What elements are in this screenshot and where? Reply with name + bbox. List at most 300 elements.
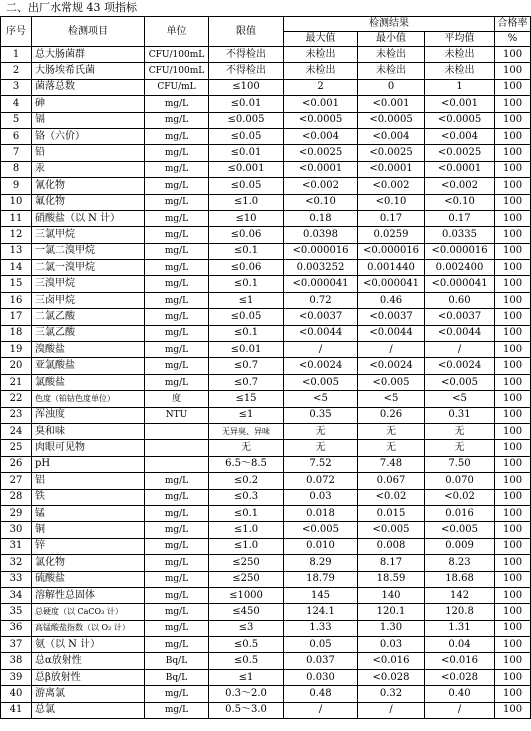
cell-limit: ≤0.05	[209, 128, 284, 144]
cell-pass-rate: 100	[495, 276, 531, 292]
cell-seq: 20	[1, 358, 32, 374]
cell-unit: mg/L	[145, 702, 209, 718]
cell-seq: 23	[1, 407, 32, 423]
header-pass-rate: 合格率	[495, 17, 531, 32]
cell-seq: 39	[1, 669, 32, 685]
table-row	[1, 571, 531, 587]
cell-item: 氯化物	[32, 555, 145, 571]
cell-avg: <0.10	[425, 194, 495, 210]
cell-seq: 41	[1, 702, 32, 718]
cell-avg: <5	[425, 391, 495, 407]
cell-seq: 27	[1, 473, 32, 489]
table-row	[1, 325, 531, 341]
cell-seq: 30	[1, 522, 32, 538]
cell-max: <0.000016	[284, 243, 358, 259]
cell-seq: 29	[1, 505, 32, 521]
cell-avg: 142	[425, 587, 495, 603]
cell-min: <0.0044	[358, 325, 425, 341]
cell-limit: ≤0.1	[209, 243, 284, 259]
table-row	[1, 178, 531, 194]
cell-max: 0.35	[284, 407, 358, 423]
cell-max: 0.030	[284, 669, 358, 685]
cell-unit: mg/L	[145, 686, 209, 702]
cell-pass-rate: 100	[495, 571, 531, 587]
cell-item: 铝	[32, 473, 145, 489]
cell-seq: 17	[1, 309, 32, 325]
cell-unit: mg/L	[145, 620, 209, 636]
cell-min: 0.17	[358, 210, 425, 226]
table-row	[1, 587, 531, 603]
cell-unit: mg/L	[145, 555, 209, 571]
cell-limit: ≤0.001	[209, 161, 284, 177]
cell-seq: 1	[1, 47, 32, 63]
cell-avg: <0.02	[425, 489, 495, 505]
table-row	[1, 227, 531, 243]
cell-item: 二氯乙酸	[32, 309, 145, 325]
cell-max: 0.010	[284, 538, 358, 554]
cell-min: <0.005	[358, 522, 425, 538]
cell-item: 总β放射性	[32, 669, 145, 685]
cell-pass-rate: 100	[495, 604, 531, 620]
cell-item: 氨（以 N 计）	[32, 637, 145, 653]
cell-avg: 0.070	[425, 473, 495, 489]
cell-limit: ≤0.5	[209, 637, 284, 653]
cell-min: 18.59	[358, 571, 425, 587]
cell-item: 大肠埃希氏菌	[32, 63, 145, 79]
cell-min: <0.0037	[358, 309, 425, 325]
cell-min: 0.001440	[358, 260, 425, 276]
cell-pass-rate: 100	[495, 374, 531, 390]
cell-avg: 18.68	[425, 571, 495, 587]
cell-pass-rate: 100	[495, 194, 531, 210]
cell-limit: ≤1.0	[209, 538, 284, 554]
cell-avg: 0.009	[425, 538, 495, 554]
cell-avg: 未检出	[425, 47, 495, 63]
cell-avg: <0.000041	[425, 276, 495, 292]
table-row	[1, 620, 531, 636]
cell-seq: 6	[1, 128, 32, 144]
cell-pass-rate: 100	[495, 309, 531, 325]
table-row	[1, 96, 531, 112]
cell-avg: 未检出	[425, 63, 495, 79]
cell-pass-rate: 100	[495, 653, 531, 669]
cell-avg: <0.028	[425, 669, 495, 685]
cell-min: <0.016	[358, 653, 425, 669]
cell-max: <0.0037	[284, 309, 358, 325]
cell-limit: ≤0.3	[209, 489, 284, 505]
cell-min: <0.001	[358, 96, 425, 112]
cell-limit: 无	[209, 440, 284, 456]
header-avg: 平均值	[425, 32, 495, 47]
table-row	[1, 276, 531, 292]
cell-limit: ≤0.01	[209, 145, 284, 161]
cell-max: 0.72	[284, 292, 358, 308]
cell-max: 2	[284, 79, 358, 95]
table-row	[1, 63, 531, 79]
cell-max: <0.0005	[284, 112, 358, 128]
cell-seq: 36	[1, 620, 32, 636]
cell-avg: <0.0037	[425, 309, 495, 325]
cell-limit: 不得检出	[209, 47, 284, 63]
cell-unit: mg/L	[145, 587, 209, 603]
cell-avg: 8.23	[425, 555, 495, 571]
cell-min: 未检出	[358, 47, 425, 63]
table-row	[1, 79, 531, 95]
cell-min: <0.004	[358, 128, 425, 144]
cell-max: <0.002	[284, 178, 358, 194]
cell-limit: ≤0.05	[209, 178, 284, 194]
cell-limit: ≤0.06	[209, 227, 284, 243]
cell-avg: 无	[425, 423, 495, 439]
cell-min: 140	[358, 587, 425, 603]
cell-item: 菌落总数	[32, 79, 145, 95]
cell-seq: 34	[1, 587, 32, 603]
cell-limit: ≤0.06	[209, 260, 284, 276]
cell-item: 游离氯	[32, 686, 145, 702]
cell-unit: mg/L	[145, 473, 209, 489]
cell-max: 0.072	[284, 473, 358, 489]
cell-limit: ≤1	[209, 407, 284, 423]
cell-item: 高锰酸盐指数（以 O₂ 计）	[32, 620, 145, 636]
table-row	[1, 669, 531, 685]
header-unit: 单位	[145, 17, 209, 47]
cell-item: 溶解性总固体	[32, 587, 145, 603]
table-row	[1, 112, 531, 128]
table-row	[1, 243, 531, 259]
table-row	[1, 538, 531, 554]
cell-item: 铜	[32, 522, 145, 538]
cell-item: 总α放射性	[32, 653, 145, 669]
cell-item: 硝酸盐（以 N 计）	[32, 210, 145, 226]
cell-avg: 1.31	[425, 620, 495, 636]
cell-pass-rate: 100	[495, 260, 531, 276]
cell-pass-rate: 100	[495, 669, 531, 685]
cell-min: <0.02	[358, 489, 425, 505]
table-row	[1, 47, 531, 63]
cell-min: <0.028	[358, 669, 425, 685]
table-row	[1, 210, 531, 226]
cell-unit: mg/L	[145, 342, 209, 358]
cell-unit: 度	[145, 391, 209, 407]
cell-seq: 37	[1, 637, 32, 653]
table-row	[1, 702, 531, 718]
cell-max: 8.29	[284, 555, 358, 571]
cell-min: <0.000041	[358, 276, 425, 292]
cell-min: <0.0005	[358, 112, 425, 128]
cell-max: <0.004	[284, 128, 358, 144]
cell-seq: 35	[1, 604, 32, 620]
cell-pass-rate: 100	[495, 391, 531, 407]
cell-unit	[145, 423, 209, 439]
cell-item: 三氯乙酸	[32, 325, 145, 341]
cell-limit: ≤15	[209, 391, 284, 407]
cell-min: /	[358, 342, 425, 358]
cell-item: 铁	[32, 489, 145, 505]
table-row	[1, 391, 531, 407]
cell-avg: 0.60	[425, 292, 495, 308]
cell-item: 氰化物	[32, 178, 145, 194]
cell-max: <0.001	[284, 96, 358, 112]
cell-item: 一氯二溴甲烷	[32, 243, 145, 259]
cell-pass-rate: 100	[495, 522, 531, 538]
table-row	[1, 407, 531, 423]
cell-pass-rate: 100	[495, 440, 531, 456]
cell-limit: ≤0.05	[209, 309, 284, 325]
cell-avg: <0.001	[425, 96, 495, 112]
cell-limit: ≤3	[209, 620, 284, 636]
cell-limit: ≤0.5	[209, 653, 284, 669]
cell-avg: /	[425, 702, 495, 718]
table-row	[1, 128, 531, 144]
cell-avg: <0.0005	[425, 112, 495, 128]
cell-min: 无	[358, 423, 425, 439]
cell-pass-rate: 100	[495, 112, 531, 128]
cell-min: <0.005	[358, 374, 425, 390]
cell-limit: ≤0.7	[209, 358, 284, 374]
cell-limit: ≤0.01	[209, 342, 284, 358]
cell-item: 三溴甲烷	[32, 276, 145, 292]
cell-pass-rate: 100	[495, 456, 531, 472]
cell-limit: ≤0.7	[209, 374, 284, 390]
cell-seq: 40	[1, 686, 32, 702]
cell-pass-rate: 100	[495, 128, 531, 144]
cell-unit: mg/L	[145, 604, 209, 620]
table-row	[1, 423, 531, 439]
cell-item: 肉眼可见物	[32, 440, 145, 456]
cell-min: 0.32	[358, 686, 425, 702]
header-pass-unit: %	[495, 32, 531, 47]
cell-avg: <0.004	[425, 128, 495, 144]
cell-limit: ≤0.1	[209, 325, 284, 341]
cell-limit: 不得检出	[209, 63, 284, 79]
cell-item: 氟化物	[32, 194, 145, 210]
cell-unit: mg/L	[145, 325, 209, 341]
cell-pass-rate: 100	[495, 637, 531, 653]
cell-avg: 0.0335	[425, 227, 495, 243]
table-row	[1, 456, 531, 472]
cell-item: 浑浊度	[32, 407, 145, 423]
water-quality-table	[0, 16, 531, 719]
cell-min: 0.0259	[358, 227, 425, 243]
cell-pass-rate: 100	[495, 620, 531, 636]
cell-seq: 21	[1, 374, 32, 390]
cell-limit: ≤250	[209, 571, 284, 587]
table-row	[1, 522, 531, 538]
cell-item: 氯酸盐	[32, 374, 145, 390]
cell-item: 硫酸盐	[32, 571, 145, 587]
cell-unit: mg/L	[145, 571, 209, 587]
cell-pass-rate: 100	[495, 489, 531, 505]
cell-max: <0.0044	[284, 325, 358, 341]
cell-unit: mg/L	[145, 145, 209, 161]
cell-avg: <0.005	[425, 522, 495, 538]
cell-seq: 26	[1, 456, 32, 472]
table-body	[1, 47, 531, 719]
cell-item: 铅	[32, 145, 145, 161]
cell-min: 0.26	[358, 407, 425, 423]
cell-item: 三氯甲烷	[32, 227, 145, 243]
cell-unit: Bq/L	[145, 653, 209, 669]
cell-unit: mg/L	[145, 112, 209, 128]
cell-unit: CFU/100mL	[145, 47, 209, 63]
page-title: 二、出厂水常规 43 项指标	[6, 1, 137, 14]
cell-max: 124.1	[284, 604, 358, 620]
cell-pass-rate: 100	[495, 292, 531, 308]
table-row	[1, 653, 531, 669]
cell-item: 三卤甲烷	[32, 292, 145, 308]
cell-max: /	[284, 702, 358, 718]
cell-seq: 32	[1, 555, 32, 571]
cell-seq: 33	[1, 571, 32, 587]
cell-min: <0.0001	[358, 161, 425, 177]
cell-min: 120.1	[358, 604, 425, 620]
cell-unit: mg/L	[145, 637, 209, 653]
cell-avg: <0.0024	[425, 358, 495, 374]
cell-min: <0.10	[358, 194, 425, 210]
header-seq: 序号	[1, 17, 32, 47]
cell-limit: ≤0.005	[209, 112, 284, 128]
cell-item: 砷	[32, 96, 145, 112]
cell-limit: ≤0.01	[209, 96, 284, 112]
cell-pass-rate: 100	[495, 178, 531, 194]
cell-seq: 9	[1, 178, 32, 194]
table-row	[1, 358, 531, 374]
cell-pass-rate: 100	[495, 587, 531, 603]
cell-pass-rate: 100	[495, 686, 531, 702]
cell-avg: <0.0001	[425, 161, 495, 177]
cell-item: 二氯一溴甲烷	[32, 260, 145, 276]
cell-min: 7.48	[358, 456, 425, 472]
cell-item: 锰	[32, 505, 145, 521]
cell-unit: mg/L	[145, 489, 209, 505]
cell-item: 亚氯酸盐	[32, 358, 145, 374]
cell-min: 1.30	[358, 620, 425, 636]
cell-max: 未检出	[284, 63, 358, 79]
table-row	[1, 292, 531, 308]
cell-seq: 16	[1, 292, 32, 308]
cell-max: <0.000041	[284, 276, 358, 292]
cell-min: 0.008	[358, 538, 425, 554]
cell-seq: 31	[1, 538, 32, 554]
cell-item: 臭和味	[32, 423, 145, 439]
cell-seq: 19	[1, 342, 32, 358]
cell-seq: 7	[1, 145, 32, 161]
cell-item: 总硬度（以 CaCO₃ 计）	[32, 604, 145, 620]
cell-avg: 0.016	[425, 505, 495, 521]
cell-pass-rate: 100	[495, 227, 531, 243]
cell-max: 无	[284, 423, 358, 439]
cell-avg: <0.005	[425, 374, 495, 390]
table-row	[1, 505, 531, 521]
table-row	[1, 604, 531, 620]
cell-avg: /	[425, 342, 495, 358]
cell-pass-rate: 100	[495, 210, 531, 226]
cell-max: /	[284, 342, 358, 358]
table-row	[1, 473, 531, 489]
cell-avg: 0.17	[425, 210, 495, 226]
table-row	[1, 440, 531, 456]
cell-avg: 无	[425, 440, 495, 456]
cell-max: <0.0001	[284, 161, 358, 177]
cell-limit: 0.5～3.0	[209, 702, 284, 718]
cell-max: 0.18	[284, 210, 358, 226]
cell-unit: mg/L	[145, 161, 209, 177]
cell-min: 0.03	[358, 637, 425, 653]
table-row	[1, 194, 531, 210]
cell-unit: mg/L	[145, 243, 209, 259]
cell-pass-rate: 100	[495, 96, 531, 112]
cell-max: 0.0398	[284, 227, 358, 243]
cell-max: <0.0024	[284, 358, 358, 374]
cell-seq: 25	[1, 440, 32, 456]
table-row	[1, 309, 531, 325]
cell-unit	[145, 440, 209, 456]
cell-max: 18.79	[284, 571, 358, 587]
cell-unit: mg/L	[145, 276, 209, 292]
cell-seq: 24	[1, 423, 32, 439]
cell-limit: ≤1000	[209, 587, 284, 603]
cell-min: 无	[358, 440, 425, 456]
cell-item: 汞	[32, 161, 145, 177]
cell-min: <0.000016	[358, 243, 425, 259]
cell-item: 溴酸盐	[32, 342, 145, 358]
cell-max: 7.52	[284, 456, 358, 472]
cell-seq: 5	[1, 112, 32, 128]
cell-unit: mg/L	[145, 178, 209, 194]
table-row	[1, 489, 531, 505]
cell-avg: 0.002400	[425, 260, 495, 276]
cell-unit: mg/L	[145, 538, 209, 554]
cell-pass-rate: 100	[495, 79, 531, 95]
table-row	[1, 260, 531, 276]
cell-limit: ≤1	[209, 669, 284, 685]
cell-pass-rate: 100	[495, 505, 531, 521]
cell-limit: ≤0.1	[209, 505, 284, 521]
cell-max: <5	[284, 391, 358, 407]
cell-limit: ≤10	[209, 210, 284, 226]
cell-seq: 4	[1, 96, 32, 112]
cell-pass-rate: 100	[495, 161, 531, 177]
cell-unit: mg/L	[145, 309, 209, 325]
cell-limit: ≤0.2	[209, 473, 284, 489]
header-min: 最小值	[358, 32, 425, 47]
cell-seq: 10	[1, 194, 32, 210]
cell-max: 0.037	[284, 653, 358, 669]
cell-limit: ≤1.0	[209, 194, 284, 210]
cell-seq: 3	[1, 79, 32, 95]
cell-seq: 11	[1, 210, 32, 226]
cell-pass-rate: 100	[495, 473, 531, 489]
header-results: 检测结果	[284, 17, 495, 32]
cell-max: <0.0025	[284, 145, 358, 161]
cell-max: 0.003252	[284, 260, 358, 276]
cell-max: 0.03	[284, 489, 358, 505]
cell-min: /	[358, 702, 425, 718]
cell-unit	[145, 456, 209, 472]
cell-limit: ≤450	[209, 604, 284, 620]
cell-avg: 120.8	[425, 604, 495, 620]
cell-min: <5	[358, 391, 425, 407]
cell-limit: 0.3～2.0	[209, 686, 284, 702]
cell-min: <0.0025	[358, 145, 425, 161]
cell-item: 锌	[32, 538, 145, 554]
cell-pass-rate: 100	[495, 243, 531, 259]
cell-unit: NTU	[145, 407, 209, 423]
cell-limit: 无异臭、异味	[209, 423, 284, 439]
cell-unit: mg/L	[145, 227, 209, 243]
cell-min: 8.17	[358, 555, 425, 571]
header-limit: 限值	[209, 17, 284, 47]
